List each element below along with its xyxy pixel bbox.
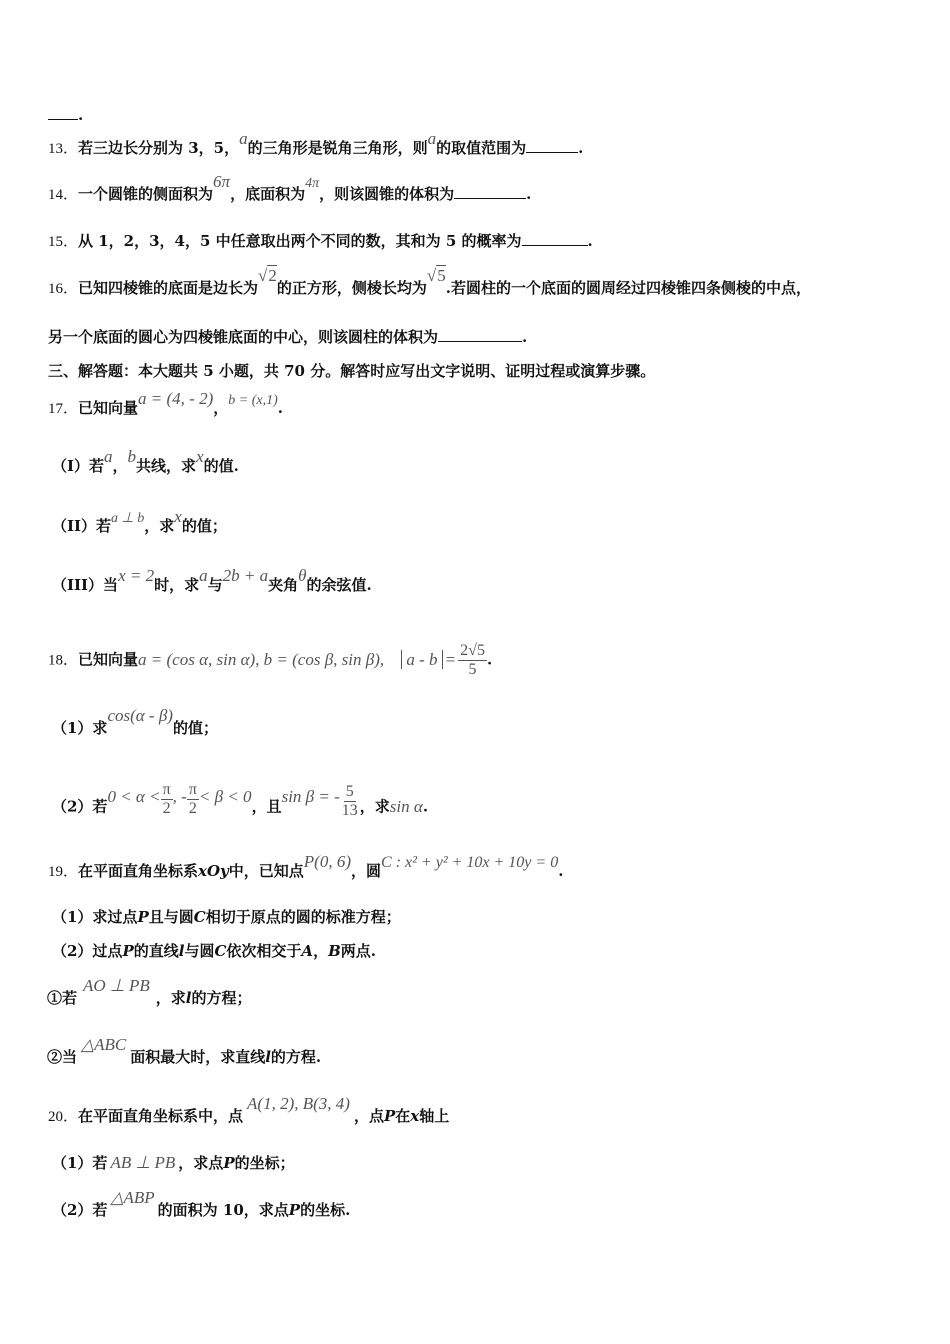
coordinate-system-label: xOy xyxy=(198,862,229,880)
math-expression: < β < 0 xyxy=(198,786,252,806)
part-label: （1）求 xyxy=(52,719,108,737)
question-19 xyxy=(48,852,564,882)
point-label: A xyxy=(301,942,314,960)
question-18-part-1 xyxy=(52,706,218,738)
question-text: ，底面积为 xyxy=(230,185,306,203)
math-expression: 0 < α < xyxy=(107,786,161,806)
math-expression: a = (4, - 2) xyxy=(138,389,214,408)
point-label: P xyxy=(288,1201,301,1219)
math-x: x xyxy=(196,447,204,466)
separator: ， xyxy=(112,457,128,475)
question-text: 已知四棱锥的底面是边长为 xyxy=(78,279,259,297)
case-label: ②当 xyxy=(47,1048,78,1066)
question-text: 的方程. xyxy=(270,1048,322,1066)
question-text: 已知向量 xyxy=(78,399,139,417)
question-text: 在平面直角坐标系 xyxy=(78,862,199,880)
section-heading: 三、解答题：本大题共 5 小题，共 70 分。解答时应写出文字说明、证明过程或演算步骤。 xyxy=(48,362,656,380)
question-text: 的值； xyxy=(172,719,218,737)
question-text: 的方程； xyxy=(191,989,252,1007)
period: . xyxy=(422,797,429,816)
question-15 xyxy=(48,231,593,252)
line-label: l xyxy=(185,989,192,1007)
question-text: 中，已知点 xyxy=(228,862,304,880)
question-text: 时，求 xyxy=(154,576,200,594)
question-number: 16． xyxy=(48,281,79,297)
math-a: a xyxy=(104,447,113,466)
question-number: 20． xyxy=(48,1109,79,1125)
answer-blank xyxy=(48,105,78,120)
line-label: l xyxy=(178,942,185,960)
math-expression: 2b + a xyxy=(222,566,269,585)
question-17 xyxy=(48,389,283,420)
question-text: 的面积为 10，求点 xyxy=(157,1201,289,1219)
numerator: π xyxy=(188,781,197,798)
part-label: （1）若 xyxy=(52,1154,108,1172)
question-18 xyxy=(48,642,492,679)
question-text: 的取值范围为 xyxy=(436,139,527,157)
math-expression: sin α xyxy=(389,796,423,816)
period: . xyxy=(578,139,584,157)
question-13 xyxy=(48,129,584,159)
answer-blank xyxy=(522,231,588,246)
question-text: 面积最大时，求直线 xyxy=(130,1048,266,1066)
question-16 xyxy=(48,266,811,299)
math-expression: △ABP xyxy=(110,1188,155,1207)
question-number: 19． xyxy=(48,864,79,880)
section-three-heading xyxy=(48,361,655,381)
math-expression: AB ⊥ PB xyxy=(110,1153,176,1172)
question-text: 的坐标； xyxy=(234,1154,295,1172)
point-label: B xyxy=(328,942,341,960)
question-text: ，圆 xyxy=(351,862,382,880)
question-text: 的正方形，侧棱长均为 xyxy=(276,279,427,297)
question-text: 的三角形是锐角三角形，则 xyxy=(247,139,428,157)
question-text: 一个圆锥的侧面积为 xyxy=(78,185,214,203)
part-label: （2）过点 xyxy=(52,942,123,960)
question-17-part-2 xyxy=(52,507,227,538)
period: . xyxy=(277,399,283,417)
period: . xyxy=(587,232,593,250)
math-expression: b = (x,1) xyxy=(228,393,278,408)
question-text: 的值； xyxy=(181,517,227,535)
math-a: a xyxy=(427,129,437,148)
question-text: ，则该圆锥的体积为 xyxy=(319,185,455,203)
question-text: 共线，求 xyxy=(136,457,197,475)
math-expression: a ⊥ b xyxy=(111,511,145,526)
sqrt-expression: √5 xyxy=(426,266,446,285)
numerator: 2√5 xyxy=(460,642,485,659)
question-text: ，点 xyxy=(353,1107,384,1125)
math-fraction xyxy=(161,781,173,818)
math-expression: cos(α - β) xyxy=(107,706,173,725)
question-text: 另一个底面的圆心为四棱锥底面的中心，则该圆柱的体积为 xyxy=(48,328,439,346)
question-19-part-1 xyxy=(52,907,401,927)
period: . xyxy=(78,106,84,124)
top-blank-line xyxy=(48,105,83,125)
question-text: 相切于原点的圆的标准方程； xyxy=(205,908,401,926)
part-label: （2）若 xyxy=(52,797,108,816)
math-x: x xyxy=(174,507,182,526)
axis-label: x xyxy=(410,1107,420,1125)
sqrt-expression: √2 xyxy=(258,266,277,285)
question-text: ，求 xyxy=(144,517,175,535)
question-text: 从 1，2，3，4，5 中任意取出两个不同的数，其和为 5 的概率为 xyxy=(78,232,522,250)
question-text: 的直线 xyxy=(133,942,179,960)
question-number: 17． xyxy=(48,401,79,417)
denominator: 13 xyxy=(341,802,358,819)
math-equals: = xyxy=(445,649,456,669)
answer-blank xyxy=(438,327,522,342)
question-text: 的值. xyxy=(203,457,239,475)
math-abs-difference: a - b xyxy=(401,650,442,669)
question-text: ，求点 xyxy=(178,1154,224,1172)
math-expression: △ABC xyxy=(81,1035,127,1054)
answer-blank xyxy=(454,184,526,199)
math-expression: P(0, 6) xyxy=(303,852,351,871)
question-text: ，且 xyxy=(251,797,282,816)
question-text: ，求 xyxy=(155,989,186,1007)
point-label: P xyxy=(137,908,149,926)
line-label: l xyxy=(265,1048,271,1066)
question-20-part-2 xyxy=(52,1188,351,1220)
question-14 xyxy=(48,172,532,206)
radicand: 5 xyxy=(437,266,446,285)
period: . xyxy=(486,650,493,669)
question-text: 夹角 xyxy=(268,576,299,594)
math-expression: 4π xyxy=(305,176,320,191)
case-label: ①若 xyxy=(47,989,78,1007)
question-17-part-3 xyxy=(52,566,372,595)
part-label: （2）若 xyxy=(52,1201,108,1219)
question-text: 且与圆 xyxy=(148,908,194,926)
question-text: 的余弦值. xyxy=(306,576,372,594)
math-fraction xyxy=(340,783,360,820)
period: . xyxy=(526,185,532,203)
question-20 xyxy=(48,1094,450,1127)
denominator: 2 xyxy=(162,800,171,817)
radicand: 2 xyxy=(268,266,277,285)
part-label: （1）求过点 xyxy=(52,908,138,926)
question-19-part-2 xyxy=(52,941,376,961)
question-19-case-1 xyxy=(47,976,252,1008)
period: . xyxy=(558,862,564,880)
part-label: （II）若 xyxy=(52,517,112,535)
math-fraction xyxy=(187,781,199,818)
denominator: 5 xyxy=(468,661,477,678)
math-a: a xyxy=(239,129,248,148)
point-label: P xyxy=(122,942,134,960)
math-a: a xyxy=(199,566,208,585)
question-text: ，求 xyxy=(359,797,390,816)
question-text: 在平面直角坐标系中，点 xyxy=(78,1107,244,1125)
math-theta: θ xyxy=(298,566,307,585)
math-b: b xyxy=(127,447,137,466)
question-number: 15． xyxy=(48,234,79,250)
math-expression: C : x² + y² + 10x + 10y = 0 xyxy=(381,854,559,871)
separator: ， xyxy=(213,399,229,417)
math-expression: x = 2 xyxy=(118,566,155,585)
question-text: .若圆柱的一个底面的圆周经过四棱锥四条侧棱的中点， xyxy=(445,279,811,297)
math-expression: A(1, 2), B(3, 4) xyxy=(247,1094,350,1113)
point-label: P xyxy=(223,1154,235,1172)
question-text: 两点. xyxy=(340,942,376,960)
point-label: P xyxy=(383,1107,396,1125)
circle-label: C xyxy=(214,942,227,960)
numerator: 5 xyxy=(345,783,354,800)
question-number: 14． xyxy=(48,187,79,203)
math-expression: a = (cos α, sin α), b = (cos β, sin β), xyxy=(138,649,385,669)
circle-label: C xyxy=(193,908,206,926)
question-text: 与圆 xyxy=(184,942,215,960)
period: . xyxy=(522,328,528,346)
math-expression: , - xyxy=(172,786,187,806)
question-number: 13． xyxy=(48,141,79,157)
part-label: （I）若 xyxy=(52,457,105,475)
question-18-part-2 xyxy=(52,781,429,826)
math-expression: 6π xyxy=(213,172,231,191)
question-text: 轴上 xyxy=(419,1107,450,1125)
math-expression: sin β = - xyxy=(281,786,340,806)
part-label: （III）当 xyxy=(52,576,119,594)
math-fraction xyxy=(458,642,487,679)
question-number: 18． xyxy=(48,652,79,669)
question-text: 与 xyxy=(207,576,223,594)
question-17-part-1 xyxy=(52,447,239,476)
question-19-case-2 xyxy=(47,1035,322,1067)
answer-blank xyxy=(526,138,578,153)
question-text: 的坐标. xyxy=(300,1201,351,1219)
question-text: 若三边长分别为 3，5， xyxy=(78,139,240,157)
numerator: π xyxy=(162,781,171,798)
question-text: 已知向量 xyxy=(78,650,139,669)
math-expression: AO ⊥ PB xyxy=(83,976,150,995)
separator: ， xyxy=(313,942,329,960)
question-text: 依次相交于 xyxy=(226,942,302,960)
question-text: 在 xyxy=(395,1107,411,1125)
question-20-part-1 xyxy=(52,1153,295,1173)
question-16-continued xyxy=(48,327,527,347)
denominator: 2 xyxy=(188,800,197,817)
